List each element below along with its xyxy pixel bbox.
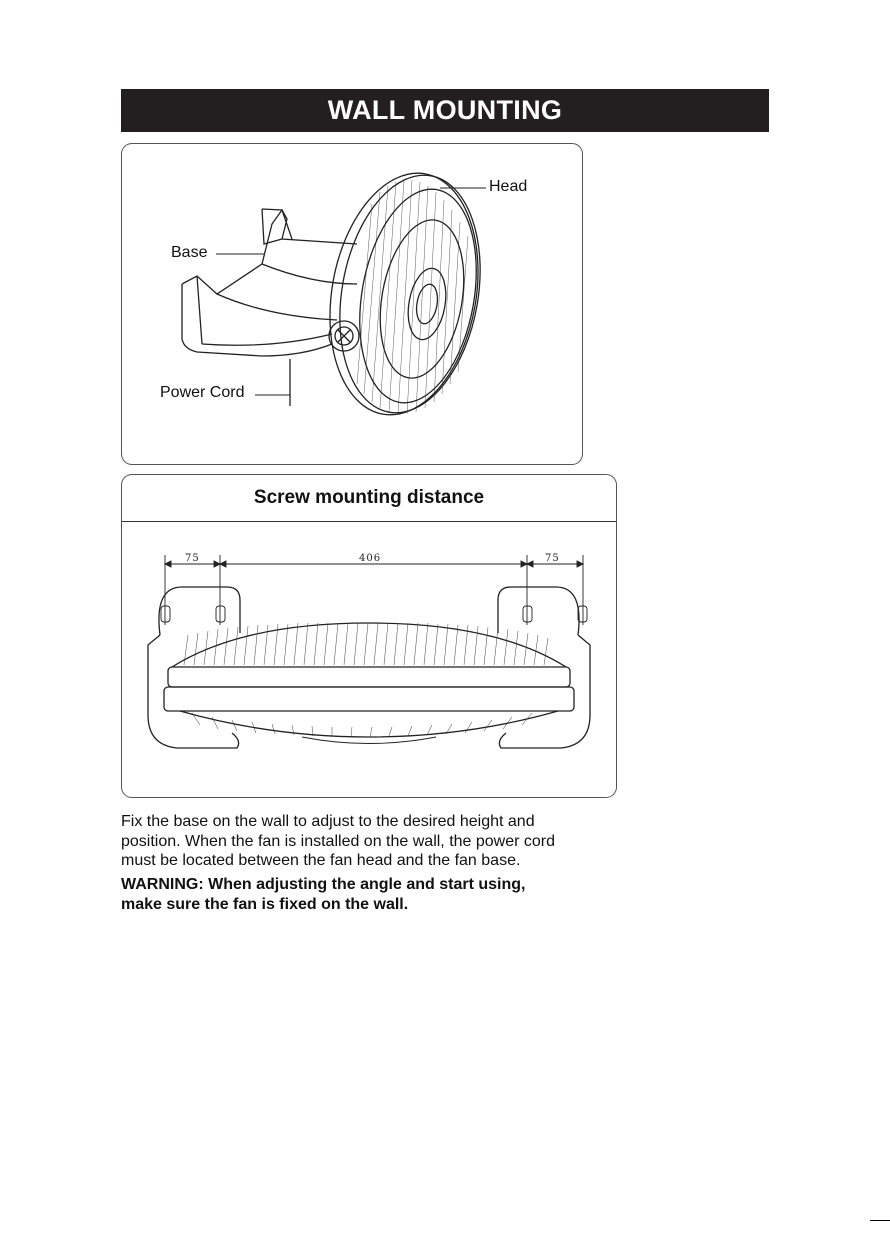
warning-line: WARNING: When adjusting the angle and start using, [121,876,526,893]
dimension-middle: 406 [359,553,382,564]
fan-side-view-figure [121,143,583,465]
callout-power-cord: Power Cord [160,384,245,401]
callout-head: Head [489,178,528,195]
figure-title-text: Screw mounting distance [253,487,485,508]
instruction-paragraph [121,812,621,871]
fan-top-view-illustration [122,475,616,797]
callout-base: Base [171,244,208,261]
warning-paragraph [121,875,621,914]
dimension-right: 75 [545,553,560,564]
section-title-bar [121,89,769,132]
instruction-line: Fix the base on the wall to adjust to the desired height and [121,813,535,830]
screw-mounting-figure [121,474,617,798]
instruction-line: position. When the fan is installed on the wall, the power cord [121,832,556,850]
page-edge-mark [870,1220,890,1221]
instruction-line: must be located between the fan head and the fan base. [121,852,521,869]
section-title: WALL MOUNTING [327,95,563,125]
dimension-left: 75 [185,553,200,564]
warning-line: make sure the fan is fixed on the wall. [121,895,409,913]
